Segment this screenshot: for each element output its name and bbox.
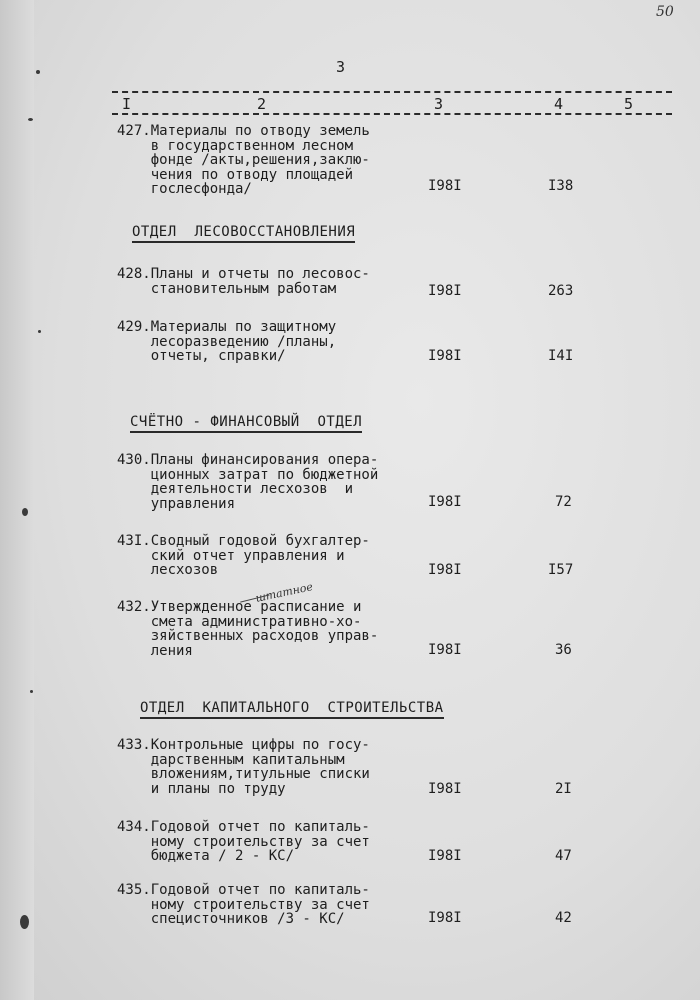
entry-text: 433.Контрольные цифры по госу- дарственным капитальным вложениям,титульные списки и планы по труду: [117, 737, 370, 797]
entry-count: I4I: [548, 348, 574, 364]
scan-speck: [20, 915, 29, 929]
section-title-finance: СЧЁТНО - ФИНАНСОВЫЙ ОТДЕЛ: [130, 414, 362, 433]
section-title-reforestation: ОТДЕЛ ЛЕСОВОССТАНОВЛЕНИЯ: [132, 224, 355, 243]
page-number: 3: [336, 58, 346, 76]
scan-speck: [38, 330, 41, 333]
scan-speck: [36, 70, 40, 74]
header-top-rule: [112, 91, 672, 93]
header-col-2: 2: [257, 95, 267, 113]
entry-text: 428.Планы и отчеты по лесовос- становительным работам: [117, 266, 370, 297]
entry-year: I98I: [428, 494, 462, 510]
entry-count: 47: [555, 848, 572, 864]
header-col-1: I: [122, 95, 132, 113]
handwritten-insertion: штатное: [254, 580, 314, 605]
entry-text: 432.Утвержденное расписание и смета административно-хо- зяйственных расходов управ- ления: [117, 599, 379, 659]
entry-text: 43I.Сводный годовой бухгалтер- ский отчет управления и лесхозов: [117, 533, 370, 578]
header-col-3: 3: [434, 95, 444, 113]
entry-year: I98I: [428, 910, 462, 926]
entry-year: I98I: [428, 562, 462, 578]
entry-year: I98I: [428, 642, 462, 658]
page-left-edge: [0, 0, 34, 1000]
scan-speck: [28, 118, 33, 121]
entry-count: 2I: [555, 781, 572, 797]
entry-count: 36: [555, 642, 572, 658]
entry-year: I98I: [428, 178, 462, 194]
entry-text: 435.Годовой отчет по капиталь- ному строительству за счет специсточников /3 - КС/: [117, 882, 370, 927]
scan-speck: [22, 508, 28, 516]
section-title-construction: ОТДЕЛ КАПИТАЛЬНОГО СТРОИТЕЛЬСТВА: [140, 700, 444, 719]
entry-count: I57: [548, 562, 574, 578]
entry-year: I98I: [428, 781, 462, 797]
entry-year: I98I: [428, 348, 462, 364]
scan-speck: [30, 690, 33, 693]
entry-count: 42: [555, 910, 572, 926]
entry-text: 429.Материалы по защитному лесоразведению /планы, отчеты, справки/: [117, 319, 337, 364]
entry-text: 427.Материалы по отводу земель в государственном лесном фонде /акты,решения,заклю- чения по отводу площадей гослесфонда/: [117, 123, 370, 197]
entry-year: I98I: [428, 283, 462, 299]
entry-count: I38: [548, 178, 574, 194]
entry-year: I98I: [428, 848, 462, 864]
header-bottom-rule: [112, 113, 672, 115]
header-col-4: 4: [554, 95, 564, 113]
archive-sheet-number: 50: [656, 4, 674, 20]
table-header: [112, 87, 672, 117]
entry-count: 72: [555, 494, 572, 510]
entry-text: 430.Планы финансирования опера- ционных затрат по бюджетной деятельности лесхозов и управления: [117, 452, 379, 512]
header-col-5: 5: [624, 95, 634, 113]
entry-count: 263: [548, 283, 574, 299]
entry-text: 434.Годовой отчет по капиталь- ному строительству за счет бюджета / 2 - КС/: [117, 819, 370, 864]
